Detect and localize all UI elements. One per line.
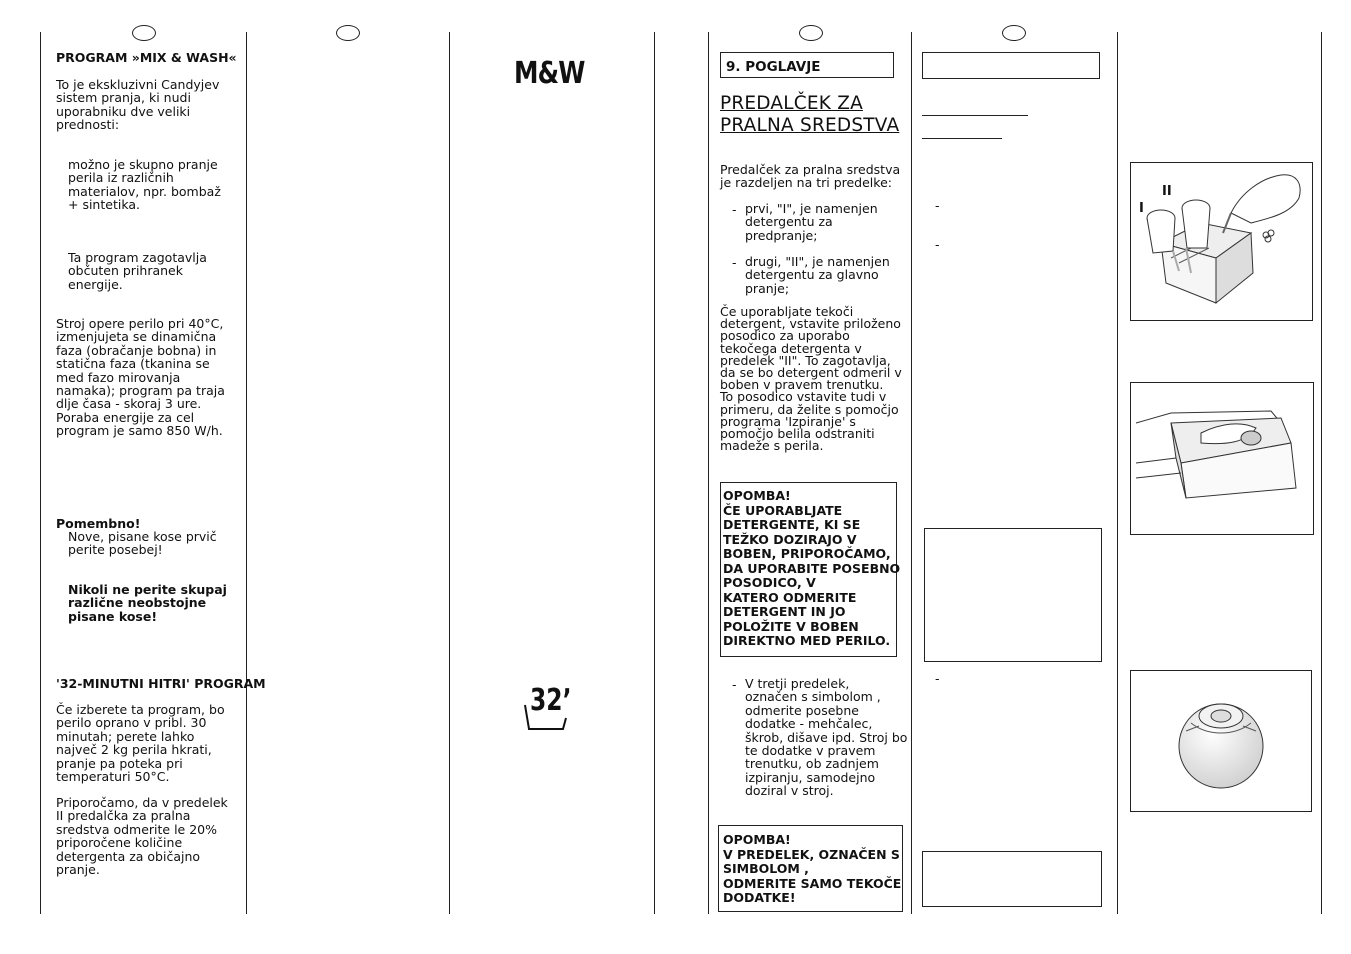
important-text: Nove, pisane kose prvič perite posebej! — [68, 529, 217, 558]
advantage-1: možno je skupno pranje perila iz različnih materialov, npr. bombaž + sintetika. — [68, 157, 221, 213]
never-wash-warning: Nikoli ne perite skupaj različne neobstojne pisane kose! — [68, 582, 227, 624]
language-marker-oval — [799, 25, 823, 41]
column-divider — [911, 32, 912, 914]
drawer-with-container-figure — [1130, 382, 1314, 535]
advantage-2: Ta program zagotavlja občuten prihranek energije. — [68, 250, 207, 292]
list-dash: - — [732, 202, 737, 217]
drawer-container-illustration — [1131, 383, 1313, 534]
list-dash: - — [935, 671, 940, 686]
liquid-detergent-text: Če uporabljate tekoči detergent, vstavite priloženo posodico za uporabo tekočega detergenta v predelek "II". To zagotavlja, da se bo detergent odmeril v boben v pravem trenutku. To posodico vstavite tudi v primeru, da želite s pomočjo programa 'Izpiranje' s pomočjo belila odstraniti madeže s perila. — [720, 304, 902, 454]
column-divider — [449, 32, 450, 914]
important-title: Pomembno! — [56, 516, 141, 531]
compartment-label-1: I — [1139, 201, 1144, 216]
title-underline — [922, 138, 1002, 139]
quick-32-tub-icon — [522, 683, 568, 733]
mix-wash-description: Stroj opere perilo pri 40°C, izmenjujeta se dinamična faza (obračanje bobna) in statična faza (tkanina se med fazo mirovanja namaka); program pa traja dlje časa - skoraj 3 ure. Poraba energije za cel program je samo 850 W/h. — [56, 316, 225, 439]
empty-note-box — [924, 528, 1102, 662]
dosing-ball-figure — [1130, 670, 1312, 812]
list-dash: - — [935, 237, 940, 252]
column-divider — [654, 32, 655, 914]
quick-program-text: Če izberete ta program, bo perilo oprano v pribl. 30 minutah; perete lahko največ 2 kg perila hkrati, pranje pa poteka pri temperaturi 50°C. — [56, 702, 225, 785]
empty-heading-box — [922, 52, 1100, 79]
note-2-text: OPOMBA! V PREDELEK, OZNAČEN S SIMBOLOM , ODMERITE SAMO TEKOČE DODATKE! — [723, 832, 902, 905]
list-dash: - — [732, 677, 737, 692]
quick-program-title: '32-MINUTNI HITRI' PROGRAM — [56, 676, 266, 691]
language-marker-oval — [336, 25, 360, 41]
list-dash: - — [732, 255, 737, 270]
mix-wash-title: PROGRAM »MIX & WASH« — [56, 50, 237, 65]
column-divider — [1117, 32, 1118, 914]
mix-wash-intro: To je ekskluzivni Candyjev sistem pranja, ki nudi uporabniku dve veliki prednosti: — [56, 77, 220, 133]
mix-wash-logo: M&W — [514, 56, 585, 91]
column-divider — [708, 32, 709, 914]
drawer-intro: Predalček za pralna sredstva je razdeljen na tri predelke: — [720, 162, 901, 191]
column-divider — [246, 32, 247, 914]
column-divider — [1321, 32, 1322, 914]
chapter-heading: 9. POGLAVJE — [720, 52, 894, 78]
compartment-3-text: V tretji predelek, označen s simbolom , odmerite posebne dodatke - mehčalec, škrob, dišave ipd. Stroj bo te dodatke v pravem trenutku, ob zadnjem izpiranju, samodejno doziral v stroj. — [745, 676, 908, 799]
compartment-1-text: prvi, "I", je namenjen detergentu za predpranje; — [745, 201, 878, 243]
quick-32-logo-text: 32’ — [530, 683, 572, 718]
compartment-label-2: II — [1162, 184, 1172, 199]
detergent-pouring-figure — [1130, 162, 1313, 321]
detergent-drawer-illustration — [1131, 163, 1312, 320]
page-title: PREDALČEK ZA PRALNA SREDSTVA — [720, 93, 900, 136]
empty-note-box — [922, 851, 1102, 907]
list-dash: - — [935, 198, 940, 213]
language-marker-oval — [1002, 25, 1026, 41]
language-marker-oval — [132, 25, 156, 41]
compartment-2-text: drugi, "II", je namenjen detergentu za glavno pranje; — [745, 254, 890, 296]
quick-32-logo — [522, 683, 572, 733]
dosing-ball-illustration — [1131, 671, 1311, 811]
title-underline — [922, 115, 1028, 116]
column-divider — [40, 32, 41, 914]
note-1-text: OPOMBA! ČE UPORABLJATE DETERGENTE, KI SE TEŽKO DOZIRAJO V BOBEN, PRIPOROČAMO, DA UPORABITE POSEBNO POSODICO, V KATERO ODMERITE DETERGENT IN JO POLOŽITE V BOBEN DIREKTNO MED PERILO. — [723, 488, 901, 648]
quick-program-recommendation: Priporočamo, da v predelek II predalčka za pralna sredstva odmerite le 20% priporočene količine detergenta za običajno pranje. — [56, 795, 228, 878]
